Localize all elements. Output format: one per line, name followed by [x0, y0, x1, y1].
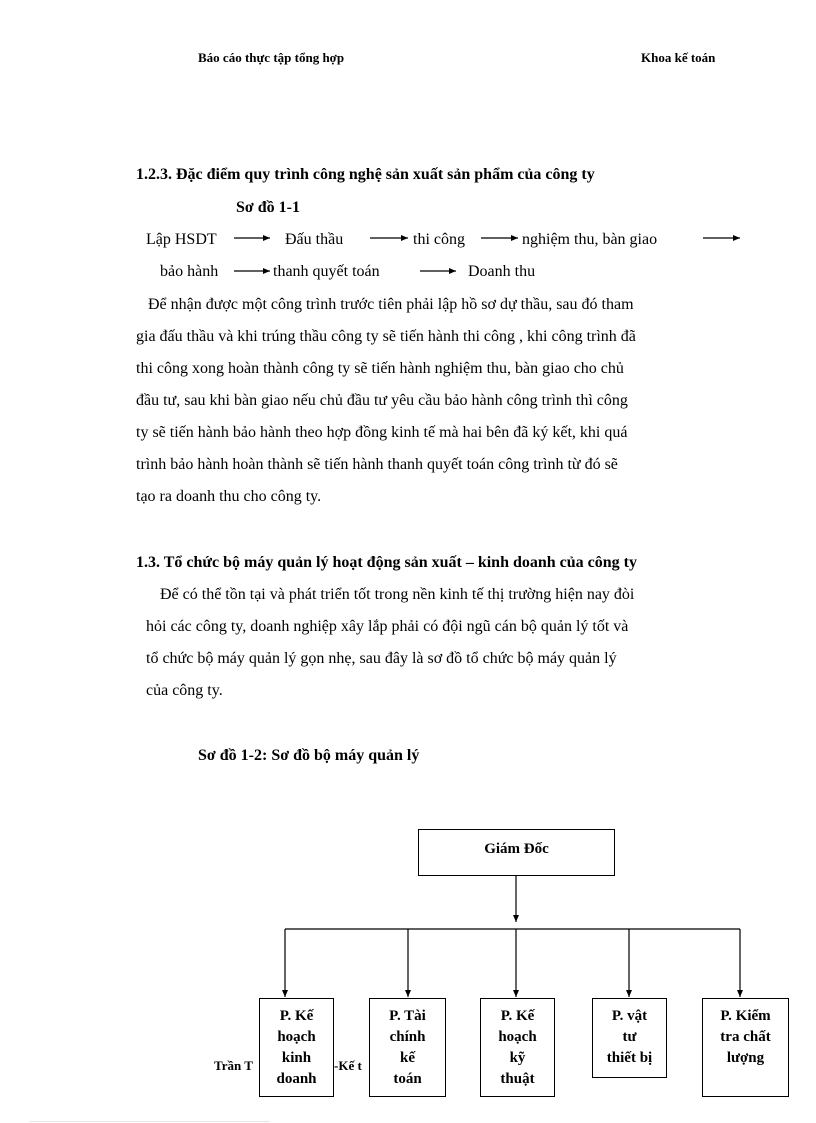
org-box-line: thiết bị — [606, 1050, 653, 1066]
org-box-kiem-tra-chat-luong — [702, 998, 789, 1097]
flow-step-thanh-quyet-toan: thanh quyết toán — [273, 263, 380, 280]
flow-step-nghiem-thu: nghiệm thu, bàn giao — [522, 231, 658, 248]
org-box-line: P. Kế — [500, 1008, 535, 1024]
org-box-line: P. Tài — [389, 1008, 426, 1024]
flow-step-lap-hsdt: Lập HSDT — [146, 231, 217, 248]
paragraph-line: đầu tư, sau khi bàn giao nếu chủ đầu tư yêu cầu bảo hành công trình thì công — [136, 392, 628, 409]
org-box-line: lượng — [726, 1050, 765, 1066]
org-box-line: kế — [400, 1050, 415, 1066]
header-left: Báo cáo thực tập tổng hợp — [198, 50, 345, 65]
org-box-line: P. vật — [611, 1008, 648, 1024]
paragraph-line: trình bảo hành hoàn thành sẽ tiến hành thanh quyết toán công trình từ đó sẽ — [136, 456, 618, 473]
paragraph-line: của công ty. — [146, 682, 223, 699]
diagram-1-1-label: Sơ đồ 1-1 — [236, 199, 300, 216]
paragraph-line: hỏi các công ty, doanh nghiệp xây lắp phải có đội ngũ cán bộ quản lý tốt và — [146, 618, 629, 635]
org-box-tai-chinh-ke-toan — [369, 998, 446, 1097]
diagram-1-2-label: Sơ đồ 1-2: Sơ đồ bộ máy quản lý — [198, 747, 420, 764]
paragraph-line: tạo ra doanh thu cho công ty. — [136, 488, 322, 505]
org-box-ke-hoach-ky-thuat — [480, 998, 555, 1097]
org-box-line: doanh — [276, 1071, 317, 1087]
paragraph-line: Để nhận được một công trình trước tiên phải lập hồ sơ dự thầu, sau đó tham — [148, 296, 634, 313]
org-box-line: thuật — [500, 1071, 535, 1087]
org-box-line: tra chất — [720, 1029, 771, 1045]
header-right: Khoa kế toán — [641, 50, 716, 65]
org-box-line: toán — [393, 1071, 422, 1087]
flow-step-bao-hanh: bảo hành — [160, 263, 219, 280]
paragraph-line: ty sẽ tiến hành bảo hành theo hợp đồng kinh tế mà hai bên đã ký kết, khi quá — [136, 424, 628, 441]
flow-step-thi-cong: thi công — [413, 231, 465, 248]
flow-step-doanh-thu: Doanh thu — [468, 263, 536, 280]
org-box-line: kỹ — [509, 1050, 526, 1066]
org-box-line: chính — [389, 1029, 426, 1045]
footer-rule — [30, 1121, 270, 1122]
section-123-title: 1.2.3. Đặc điểm quy trình công nghệ sản xuất sản phẩm của công ty — [136, 166, 595, 183]
paragraph-line: Để có thể tồn tại và phát triển tốt trong nền kinh tế thị trường hiện nay đòi — [160, 586, 635, 603]
org-box-line: kinh — [281, 1050, 312, 1066]
paragraph-line: thi công xong hoàn thành công ty sẽ tiến hành nghiệm thu, bàn giao cho chủ — [136, 360, 624, 377]
org-box-line: P. Kế — [279, 1008, 314, 1024]
section-13-title: 1.3. Tổ chức bộ máy quản lý hoạt động sản xuất – kinh doanh của công ty — [136, 554, 637, 571]
footer-middle-fragment: -Kế t — [334, 1058, 362, 1073]
footer-left-fragment: Trần T — [214, 1058, 253, 1073]
org-box-line: hoạch — [498, 1029, 537, 1045]
org-box-vat-tu-thiet-bi — [592, 998, 667, 1078]
org-box-line: tư — [622, 1029, 637, 1045]
org-box-line: P. Kiểm — [720, 1008, 771, 1024]
paragraph-line: tổ chức bộ máy quản lý gọn nhẹ, sau đây là sơ đồ tổ chức bộ máy quản lý — [146, 650, 617, 667]
paragraph-line: gia đấu thầu và khi trúng thầu công ty sẽ tiến hành thi công , khi công trình đã — [136, 328, 636, 345]
flow-step-dau-thau: Đấu thầu — [285, 231, 344, 248]
org-box-giam-doc: Giám Đốc — [418, 829, 615, 876]
org-box-line: hoạch — [277, 1029, 316, 1045]
org-box-ke-hoach-kinh-doanh — [259, 998, 334, 1097]
